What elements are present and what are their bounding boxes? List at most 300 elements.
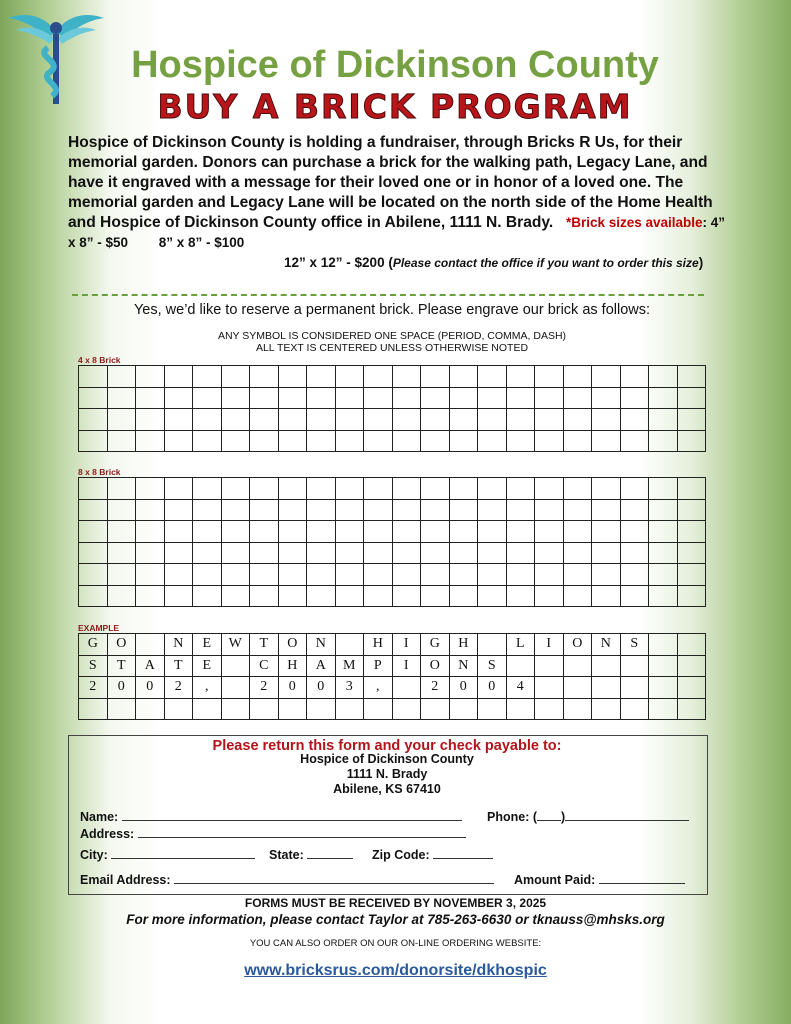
letter-box[interactable] — [506, 387, 535, 409]
letter-box[interactable] — [335, 430, 364, 452]
grid-8x8-brick[interactable] — [78, 477, 706, 607]
letter-box[interactable] — [335, 499, 364, 521]
letter-box[interactable] — [592, 387, 621, 409]
letter-box[interactable] — [193, 478, 222, 500]
letter-box[interactable] — [478, 409, 507, 431]
letter-box[interactable] — [506, 409, 535, 431]
letter-box[interactable] — [421, 499, 450, 521]
letter-box[interactable] — [250, 387, 279, 409]
letter-box[interactable] — [620, 542, 649, 564]
letter-box: 2 — [250, 677, 279, 699]
letter-box[interactable] — [136, 387, 165, 409]
letter-box[interactable] — [563, 430, 592, 452]
letter-box[interactable] — [392, 478, 421, 500]
letter-box[interactable] — [164, 478, 193, 500]
letter-box — [535, 677, 564, 699]
deadline-notice: FORMS MUST BE RECEIVED BY NOVEMBER 3, 2025 — [244, 896, 547, 910]
letter-box[interactable] — [335, 564, 364, 586]
letter-box[interactable] — [250, 366, 279, 388]
grid-row — [79, 634, 706, 656]
letter-box[interactable] — [592, 564, 621, 586]
letter-box — [335, 634, 364, 656]
letter-box[interactable] — [79, 521, 108, 543]
phone-input-line[interactable] — [565, 808, 689, 821]
letter-box: 0 — [136, 677, 165, 699]
name-label: Name: — [80, 810, 119, 824]
letter-box[interactable] — [307, 564, 336, 586]
address-label: Address: — [80, 827, 135, 841]
letter-box[interactable] — [307, 521, 336, 543]
letter-box[interactable] — [535, 542, 564, 564]
letter-box[interactable] — [364, 366, 393, 388]
letter-box[interactable] — [307, 542, 336, 564]
letter-box[interactable] — [79, 409, 108, 431]
letter-box: 0 — [449, 677, 478, 699]
grid-row — [79, 542, 706, 564]
letter-box[interactable] — [563, 387, 592, 409]
letter-box[interactable] — [620, 585, 649, 607]
name-field[interactable] — [80, 808, 462, 824]
letter-box[interactable] — [278, 409, 307, 431]
letter-box[interactable] — [107, 387, 136, 409]
letter-box: O — [278, 634, 307, 656]
letter-box — [278, 698, 307, 720]
letter-box[interactable] — [649, 478, 678, 500]
letter-box[interactable] — [107, 564, 136, 586]
amount-input-line[interactable] — [599, 871, 685, 884]
letter-box[interactable] — [535, 564, 564, 586]
letter-box[interactable] — [392, 366, 421, 388]
letter-box: H — [364, 634, 393, 656]
letter-box[interactable] — [677, 499, 706, 521]
zip-label: Zip Code: — [372, 848, 430, 862]
letter-box[interactable] — [449, 542, 478, 564]
letter-box[interactable] — [535, 499, 564, 521]
letter-box[interactable] — [449, 387, 478, 409]
letter-box[interactable] — [221, 585, 250, 607]
letter-box[interactable] — [136, 585, 165, 607]
letter-box[interactable] — [620, 366, 649, 388]
letter-box[interactable] — [278, 564, 307, 586]
grid-row — [79, 499, 706, 521]
letter-box — [649, 677, 678, 699]
letter-box[interactable] — [107, 366, 136, 388]
letter-box[interactable] — [164, 430, 193, 452]
letter-box[interactable] — [649, 387, 678, 409]
letter-box[interactable] — [421, 564, 450, 586]
letter-box[interactable] — [364, 478, 393, 500]
letter-box[interactable] — [335, 521, 364, 543]
letter-box[interactable] — [107, 521, 136, 543]
letter-box[interactable] — [307, 387, 336, 409]
letter-box[interactable] — [592, 585, 621, 607]
letter-box[interactable] — [250, 409, 279, 431]
letter-box[interactable] — [506, 521, 535, 543]
letter-box: S — [620, 634, 649, 656]
letter-box[interactable] — [677, 542, 706, 564]
letter-box[interactable] — [278, 542, 307, 564]
zip-input-line[interactable] — [433, 846, 493, 859]
letter-box[interactable] — [649, 521, 678, 543]
letter-box[interactable] — [164, 366, 193, 388]
letter-box[interactable] — [221, 366, 250, 388]
letter-box[interactable] — [392, 430, 421, 452]
letter-box[interactable] — [221, 542, 250, 564]
letter-box[interactable] — [620, 430, 649, 452]
letter-box[interactable] — [164, 564, 193, 586]
letter-box[interactable] — [421, 542, 450, 564]
letter-box[interactable] — [278, 387, 307, 409]
letter-box[interactable] — [421, 521, 450, 543]
letter-box — [677, 634, 706, 656]
letter-box — [79, 698, 108, 720]
letter-box: M — [335, 655, 364, 677]
letter-box[interactable] — [364, 409, 393, 431]
letter-box[interactable] — [221, 478, 250, 500]
letter-box[interactable] — [278, 521, 307, 543]
letter-box[interactable] — [421, 478, 450, 500]
letter-box[interactable] — [79, 542, 108, 564]
letter-box[interactable] — [136, 542, 165, 564]
letter-box[interactable] — [449, 499, 478, 521]
letter-box[interactable] — [563, 478, 592, 500]
letter-box[interactable] — [335, 585, 364, 607]
amount-field[interactable] — [514, 871, 685, 887]
grid-4x8-brick[interactable] — [78, 365, 706, 452]
state-field[interactable] — [269, 846, 353, 862]
letter-box[interactable] — [478, 430, 507, 452]
letter-box[interactable] — [107, 430, 136, 452]
letter-box[interactable] — [136, 366, 165, 388]
letter-box[interactable] — [164, 585, 193, 607]
letter-box[interactable] — [250, 499, 279, 521]
letter-box[interactable] — [193, 430, 222, 452]
letter-box[interactable] — [79, 564, 108, 586]
letter-box[interactable] — [421, 366, 450, 388]
letter-box[interactable] — [193, 366, 222, 388]
letter-box — [478, 698, 507, 720]
letter-box[interactable] — [278, 366, 307, 388]
letter-box[interactable] — [79, 478, 108, 500]
letter-box: I — [535, 634, 564, 656]
letter-box[interactable] — [563, 542, 592, 564]
letter-box: S — [79, 655, 108, 677]
letter-box[interactable] — [449, 366, 478, 388]
letter-box[interactable] — [563, 564, 592, 586]
letter-box[interactable] — [364, 564, 393, 586]
letter-box — [193, 698, 222, 720]
letter-box[interactable] — [506, 499, 535, 521]
letter-box[interactable] — [79, 366, 108, 388]
letter-box[interactable] — [335, 542, 364, 564]
letter-box[interactable] — [392, 585, 421, 607]
letter-box: E — [193, 655, 222, 677]
letter-box[interactable] — [449, 478, 478, 500]
letter-box[interactable] — [193, 542, 222, 564]
letter-box[interactable] — [649, 542, 678, 564]
letter-box — [677, 677, 706, 699]
letter-box[interactable] — [592, 409, 621, 431]
letter-box[interactable] — [592, 499, 621, 521]
letter-box[interactable] — [535, 521, 564, 543]
letter-box[interactable] — [250, 564, 279, 586]
letter-box — [449, 698, 478, 720]
letter-box — [107, 698, 136, 720]
letter-box[interactable] — [364, 585, 393, 607]
letter-box[interactable] — [649, 430, 678, 452]
letter-box[interactable] — [677, 564, 706, 586]
letter-box[interactable] — [449, 585, 478, 607]
letter-box[interactable] — [107, 585, 136, 607]
letter-box[interactable] — [478, 366, 507, 388]
letter-box[interactable] — [307, 430, 336, 452]
letter-box[interactable] — [335, 409, 364, 431]
grid-row — [79, 430, 706, 452]
letter-box: 0 — [107, 677, 136, 699]
letter-box[interactable] — [250, 478, 279, 500]
letter-box[interactable] — [449, 564, 478, 586]
email-field[interactable] — [80, 871, 494, 887]
letter-box: N — [164, 634, 193, 656]
letter-box[interactable] — [307, 585, 336, 607]
letter-box[interactable] — [649, 366, 678, 388]
letter-box[interactable] — [278, 430, 307, 452]
letter-box[interactable] — [449, 430, 478, 452]
letter-box[interactable] — [79, 499, 108, 521]
letter-box[interactable] — [449, 521, 478, 543]
letter-box[interactable] — [392, 521, 421, 543]
letter-box — [592, 655, 621, 677]
letter-box[interactable] — [392, 409, 421, 431]
letter-box — [221, 655, 250, 677]
letter-box[interactable] — [592, 430, 621, 452]
letter-box[interactable] — [107, 499, 136, 521]
state-input-line[interactable] — [307, 846, 353, 859]
letter-box — [164, 698, 193, 720]
letter-box[interactable] — [164, 542, 193, 564]
state-label: State: — [269, 848, 304, 862]
letter-box[interactable] — [677, 478, 706, 500]
email-input-line[interactable] — [174, 871, 494, 884]
letter-box[interactable] — [392, 387, 421, 409]
letter-box: A — [136, 655, 165, 677]
letter-box[interactable] — [193, 499, 222, 521]
letter-box[interactable] — [620, 499, 649, 521]
letter-box[interactable] — [478, 387, 507, 409]
letter-box[interactable] — [620, 387, 649, 409]
letter-box[interactable] — [535, 409, 564, 431]
letter-box[interactable] — [193, 585, 222, 607]
letter-box[interactable] — [563, 366, 592, 388]
letter-box[interactable] — [221, 387, 250, 409]
letter-box[interactable] — [478, 521, 507, 543]
letter-box[interactable] — [677, 387, 706, 409]
letter-box: P — [364, 655, 393, 677]
letter-box[interactable] — [107, 409, 136, 431]
letter-box[interactable] — [221, 564, 250, 586]
letter-box[interactable] — [79, 387, 108, 409]
letter-box[interactable] — [107, 478, 136, 500]
city-field[interactable] — [80, 846, 255, 862]
letter-box[interactable] — [620, 409, 649, 431]
letter-box[interactable] — [136, 499, 165, 521]
address-line-3: Abilene, KS 67410 — [333, 782, 441, 796]
letter-box[interactable] — [364, 387, 393, 409]
letter-box[interactable] — [392, 564, 421, 586]
letter-box[interactable] — [506, 478, 535, 500]
letter-box[interactable] — [136, 478, 165, 500]
letter-box[interactable] — [563, 499, 592, 521]
letter-box[interactable] — [250, 585, 279, 607]
letter-box[interactable] — [421, 430, 450, 452]
letter-box — [335, 698, 364, 720]
letter-box[interactable] — [478, 585, 507, 607]
letter-box — [649, 634, 678, 656]
letter-box[interactable] — [478, 499, 507, 521]
letter-box[interactable] — [193, 409, 222, 431]
letter-box[interactable] — [478, 542, 507, 564]
grid-row — [79, 521, 706, 543]
address-input-line[interactable] — [138, 825, 466, 838]
letter-box[interactable] — [250, 430, 279, 452]
letter-box[interactable] — [592, 542, 621, 564]
letter-box[interactable] — [506, 585, 535, 607]
letter-box[interactable] — [620, 564, 649, 586]
letter-box[interactable] — [506, 542, 535, 564]
letter-box[interactable] — [307, 478, 336, 500]
letter-box[interactable] — [364, 430, 393, 452]
letter-box[interactable] — [79, 430, 108, 452]
letter-box[interactable] — [278, 585, 307, 607]
letter-box[interactable] — [649, 409, 678, 431]
letter-box[interactable] — [164, 521, 193, 543]
label-8x8-brick: 8 x 8 Brick — [78, 467, 121, 477]
letter-box[interactable] — [278, 499, 307, 521]
letter-box[interactable] — [421, 585, 450, 607]
letter-box[interactable] — [478, 478, 507, 500]
letter-box: N — [307, 634, 336, 656]
letter-box[interactable] — [535, 585, 564, 607]
letter-box[interactable] — [364, 499, 393, 521]
letter-box: 3 — [335, 677, 364, 699]
letter-box[interactable] — [193, 564, 222, 586]
letter-box: 2 — [79, 677, 108, 699]
phone-label: Phone: ( — [487, 810, 537, 824]
letter-box[interactable] — [421, 409, 450, 431]
letter-box[interactable] — [620, 521, 649, 543]
letter-box[interactable] — [221, 409, 250, 431]
letter-box[interactable] — [506, 564, 535, 586]
phone-field[interactable] — [487, 808, 689, 824]
letter-box[interactable] — [221, 430, 250, 452]
contact-info: For more information, please contact Taylor at 785-263-6630 or tknauss@mhsks.org — [126, 912, 665, 927]
letter-box[interactable] — [107, 542, 136, 564]
letter-box[interactable] — [250, 521, 279, 543]
letter-box[interactable] — [164, 387, 193, 409]
letter-box[interactable] — [478, 564, 507, 586]
letter-box: O — [421, 655, 450, 677]
letter-box[interactable] — [677, 366, 706, 388]
letter-box[interactable] — [193, 387, 222, 409]
letter-box[interactable] — [250, 542, 279, 564]
address-field[interactable] — [80, 825, 466, 841]
phone-area-line[interactable] — [537, 808, 561, 821]
letter-box[interactable] — [563, 521, 592, 543]
letter-box[interactable] — [307, 366, 336, 388]
letter-box[interactable] — [677, 409, 706, 431]
city-input-line[interactable] — [111, 846, 255, 859]
grid-row — [79, 655, 706, 677]
letter-box[interactable] — [221, 499, 250, 521]
letter-box[interactable] — [677, 585, 706, 607]
letter-box[interactable] — [136, 564, 165, 586]
letter-box[interactable] — [535, 387, 564, 409]
letter-box[interactable] — [563, 585, 592, 607]
grid-row — [79, 585, 706, 607]
letter-box[interactable] — [449, 409, 478, 431]
letter-box — [563, 677, 592, 699]
letter-box[interactable] — [307, 499, 336, 521]
letter-box[interactable] — [364, 521, 393, 543]
letter-box[interactable] — [392, 542, 421, 564]
letter-box[interactable] — [592, 521, 621, 543]
letter-box[interactable] — [164, 499, 193, 521]
letter-box: H — [449, 634, 478, 656]
letter-box[interactable] — [278, 478, 307, 500]
letter-box — [506, 655, 535, 677]
letter-box[interactable] — [307, 409, 336, 431]
letter-box[interactable] — [592, 366, 621, 388]
letter-box[interactable] — [392, 499, 421, 521]
letter-box[interactable] — [535, 478, 564, 500]
letter-box[interactable] — [421, 387, 450, 409]
letter-box[interactable] — [335, 478, 364, 500]
label-4x8-brick: 4 x 8 Brick — [78, 355, 121, 365]
letter-box[interactable] — [335, 387, 364, 409]
letter-box[interactable] — [193, 521, 222, 543]
letter-box: N — [592, 634, 621, 656]
letter-box[interactable] — [79, 585, 108, 607]
website-link[interactable]: www.bricksrus.com/donorsite/dkhospic — [244, 962, 547, 979]
letter-box[interactable] — [136, 409, 165, 431]
letter-box[interactable] — [563, 409, 592, 431]
letter-box[interactable] — [136, 430, 165, 452]
letter-box[interactable] — [592, 478, 621, 500]
letter-box[interactable] — [649, 564, 678, 586]
letter-box[interactable] — [364, 542, 393, 564]
letter-box[interactable] — [221, 521, 250, 543]
letter-box[interactable] — [535, 366, 564, 388]
letter-box — [136, 634, 165, 656]
letter-box: T — [164, 655, 193, 677]
letter-box[interactable] — [649, 585, 678, 607]
zip-field[interactable] — [372, 846, 493, 862]
letter-box[interactable] — [136, 521, 165, 543]
letter-box[interactable] — [335, 366, 364, 388]
letter-box[interactable] — [677, 521, 706, 543]
letter-box — [136, 698, 165, 720]
letter-box[interactable] — [620, 478, 649, 500]
letter-box[interactable] — [677, 430, 706, 452]
name-input-line[interactable] — [122, 808, 462, 821]
letter-box[interactable] — [506, 430, 535, 452]
letter-box[interactable] — [164, 409, 193, 431]
letter-box[interactable] — [506, 366, 535, 388]
letter-box[interactable] — [535, 430, 564, 452]
letter-box[interactable] — [649, 499, 678, 521]
grid-row — [79, 698, 706, 720]
intro-paragraph — [68, 133, 728, 273]
